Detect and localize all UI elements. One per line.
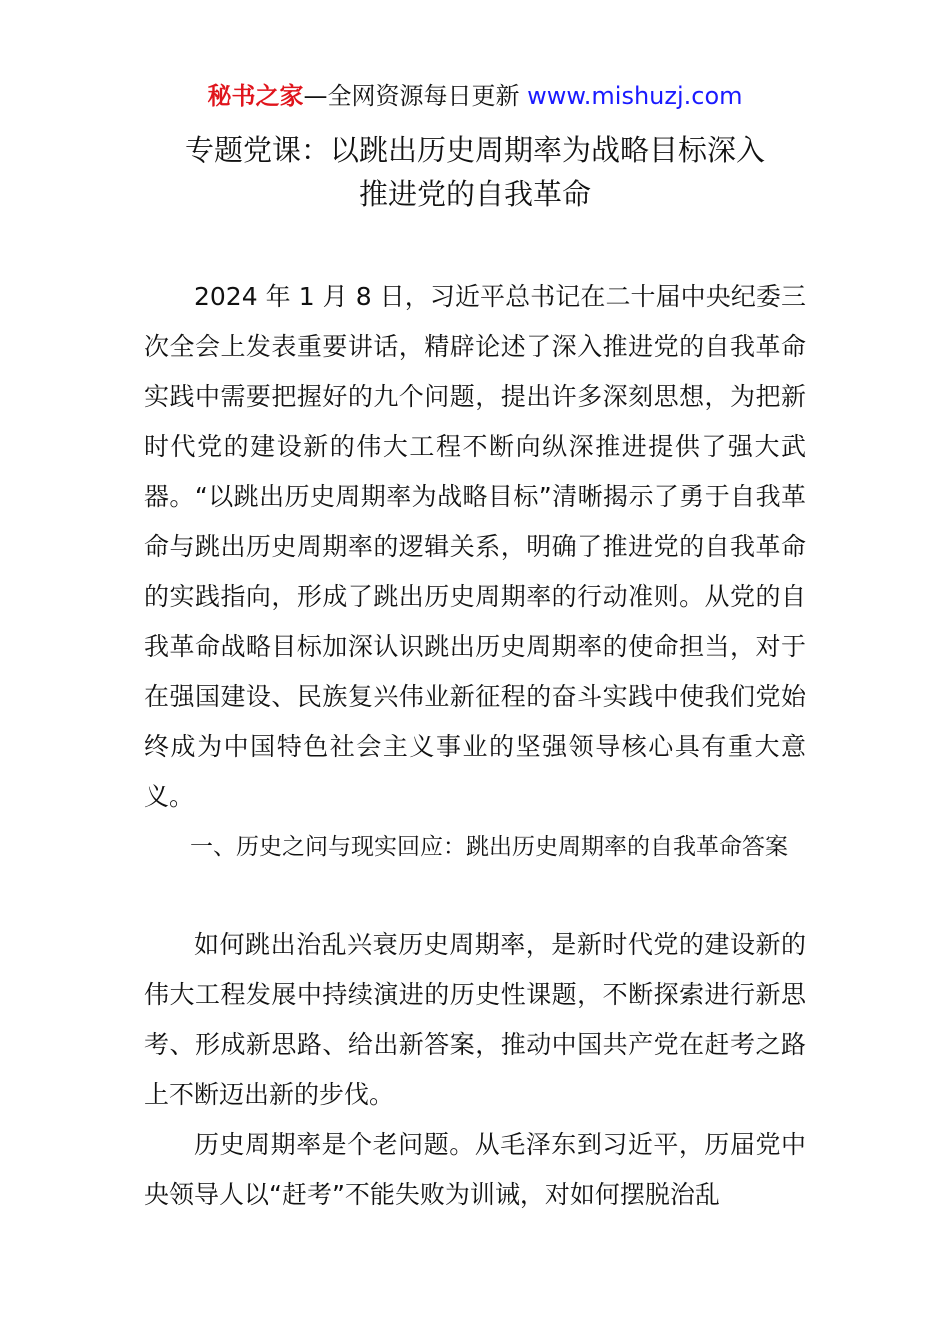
site-url-link[interactable]: www.mishuzj.com — [527, 82, 743, 110]
title-line-2: 推进党的自我革命 — [358, 177, 591, 211]
paragraph-intro: 2024 年 1 月 8 日，习近平总书记在二十届中央纪委三次全会上发表重要讲话，精辟论述了深入推进党的自我革命实践中需要把握好的九个问题，提出许多深刻思想，为把新时代党的建设新的伟大工程不断向纵深推进提供了强大武器。“以跳出历史周期率为战略目标”清晰揭示了勇于自我革命与跳出历史周期率的逻辑关系，明确了推进党的自我革命的实践指向，形成了跳出历史周期率的行动准则。从党的自我革命战略目标加深认识跳出历史周期率的使命担当，对于在强国建设、民族复兴伟业新征程的奋斗实践中使我们党始终成为中国特色社会主义事业的坚强领导核心具有重大意义。 — [144, 282, 806, 811]
site-tagline: —全网资源每日更新 — [303, 82, 520, 110]
document-body-1 — [144, 272, 806, 872]
document-title — [140, 128, 810, 216]
paragraph-3: 历史周期率是个老问题。从毛泽东到习近平，历届党中央领导人以“赶考”不能失败为训诫，对如何摆脱治乱 — [144, 1130, 806, 1209]
section-heading-1: 一、历史之问与现实回应：跳出历史周期率的自我革命答案 — [190, 834, 788, 860]
title-line-1: 专题党课：以跳出历史周期率为战略目标深入 — [184, 133, 765, 167]
site-brand: 秘书之家 — [207, 82, 304, 110]
paragraph-2: 如何跳出治乱兴衰历史周期率，是新时代党的建设新的伟大工程发展中持续演进的历史性课题，不断探索进行新思考、形成新思路、给出新答案，推动中国共产党在赶考之路上不断迈出新的步伐。 — [144, 930, 806, 1109]
site-header — [0, 80, 950, 112]
document-body-2 — [144, 920, 806, 1220]
